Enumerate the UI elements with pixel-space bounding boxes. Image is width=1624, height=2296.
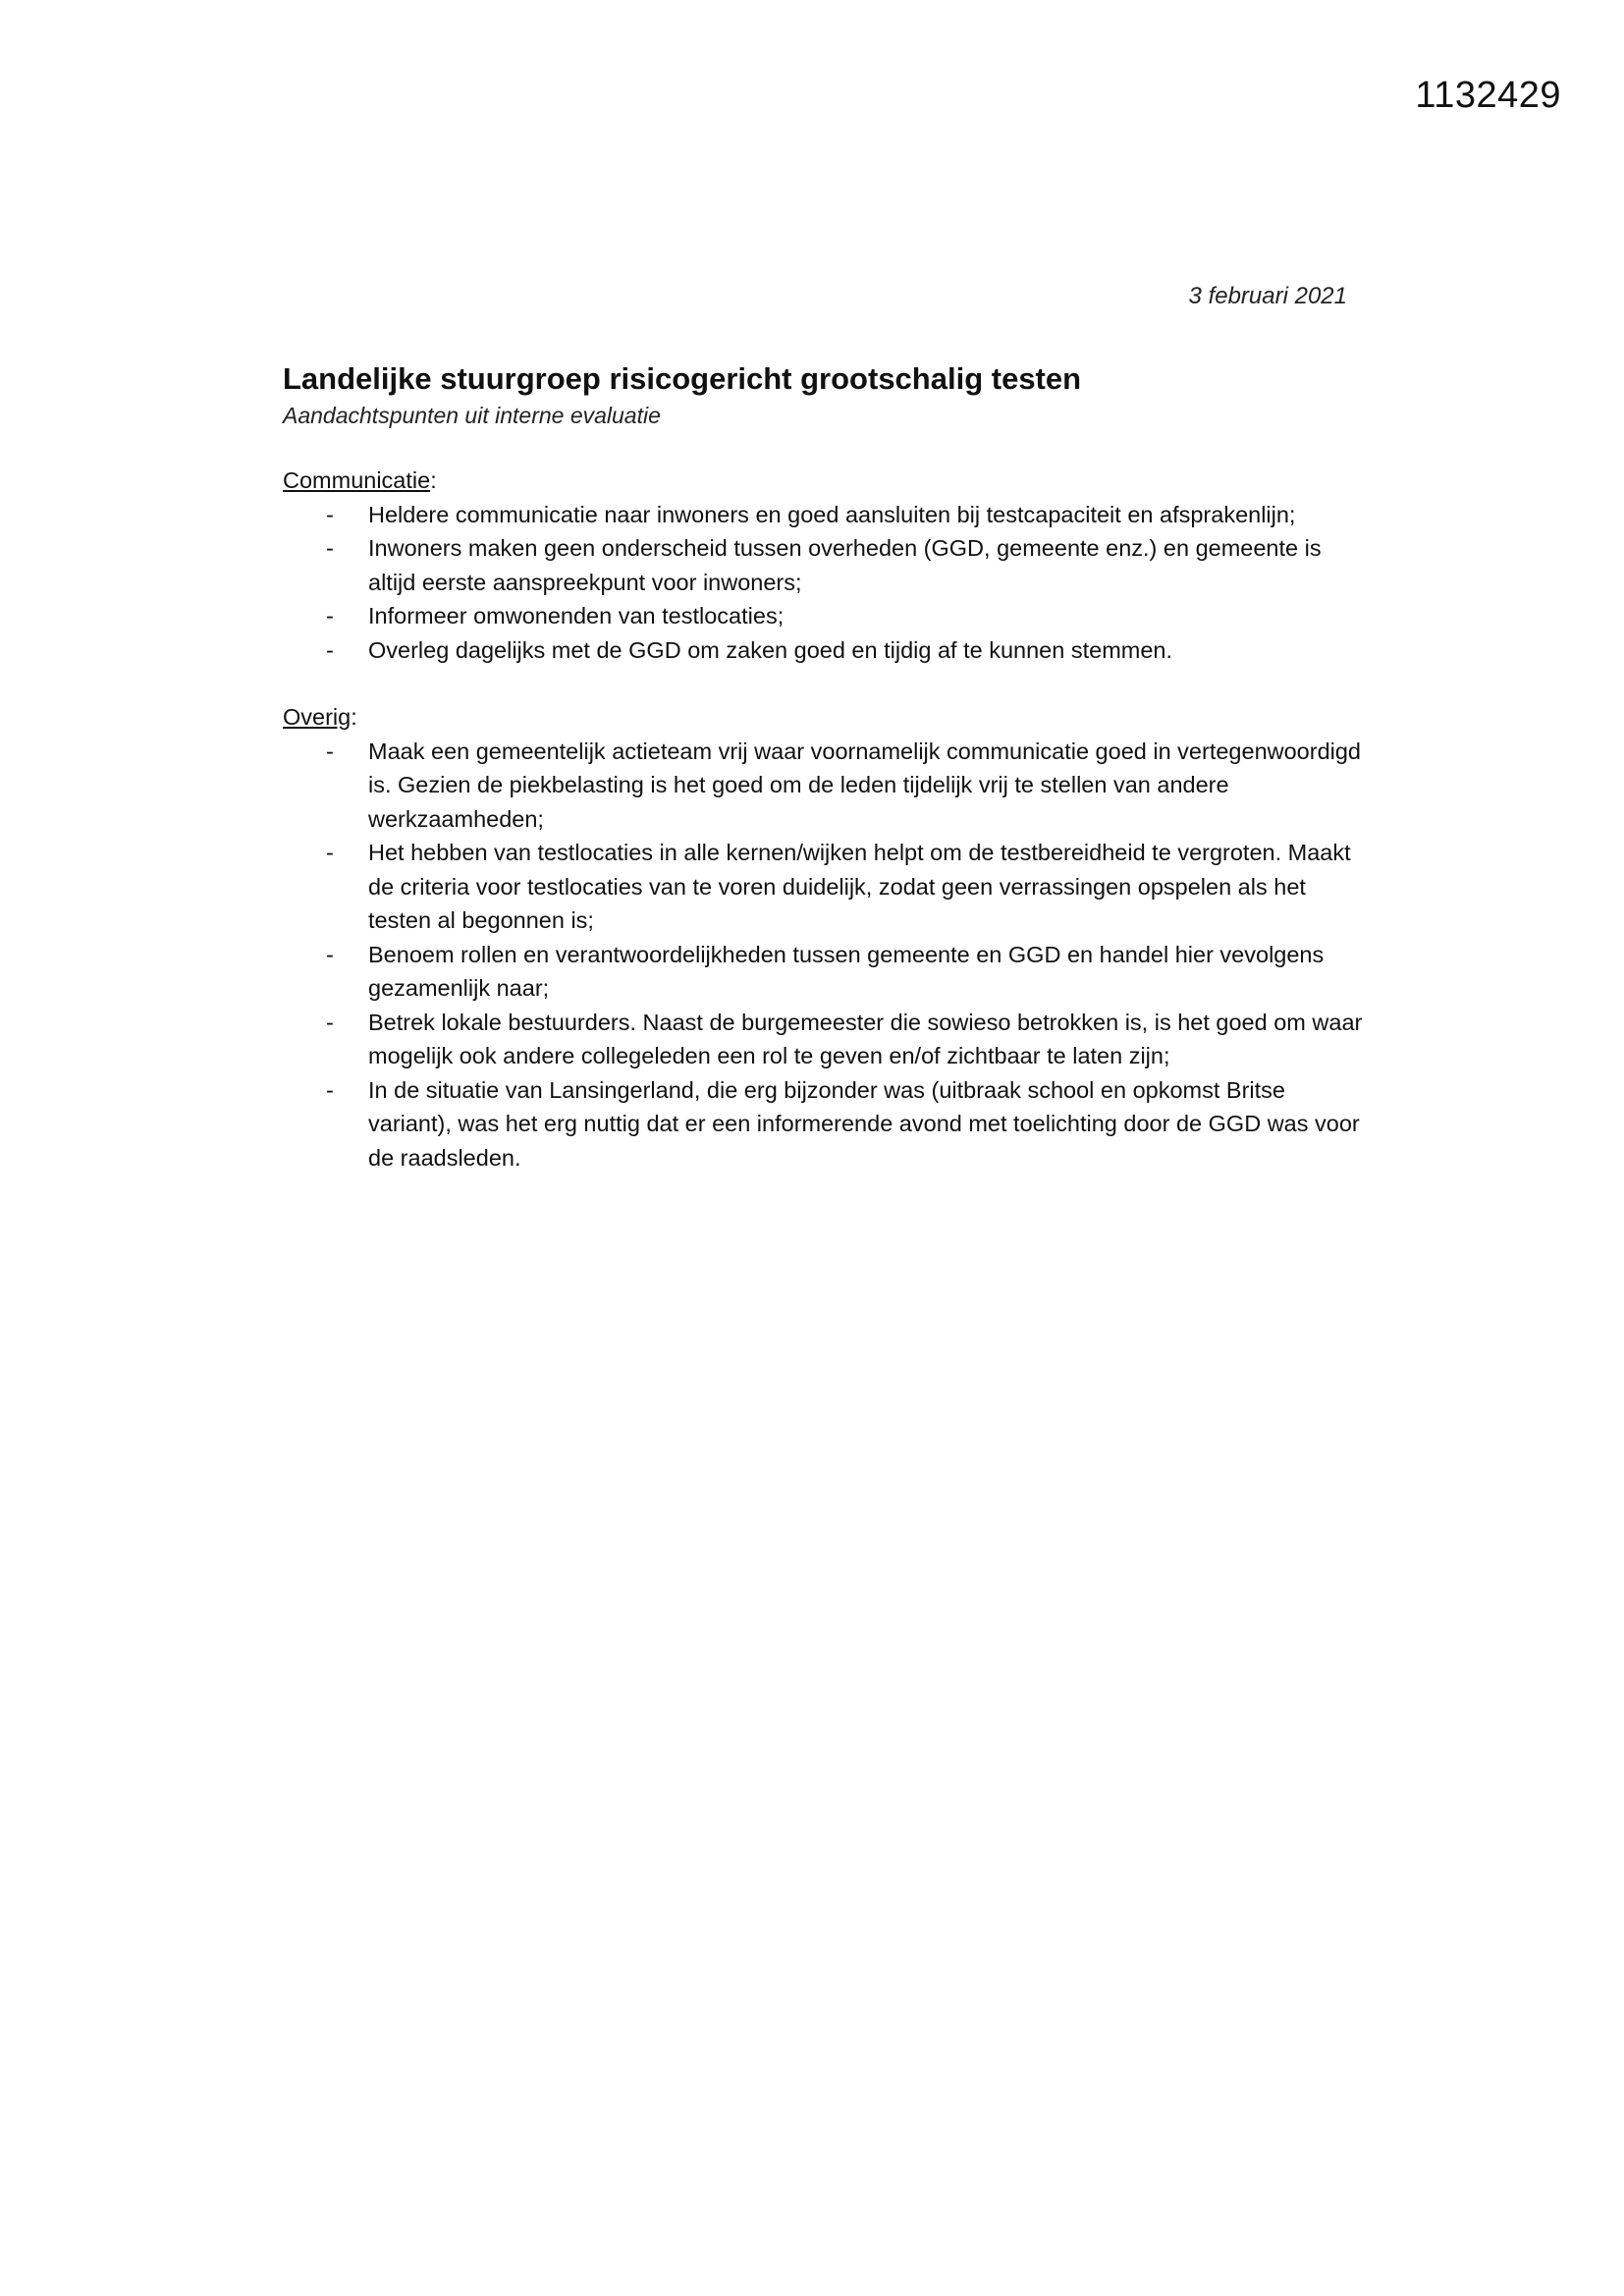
- document-date: 3 februari 2021: [1188, 283, 1347, 309]
- list-item-text: Heldere communicatie naar inwoners en goed aansluiten bij testcapaciteit en afsprakenlijn;: [368, 501, 1296, 527]
- section-overig: [283, 700, 1363, 1175]
- list-item: [283, 498, 1363, 532]
- list-item-text: Inwoners maken geen onderscheid tussen overheden (GGD, gemeente enz.) en gemeente is altijd eerste aanspreekpunt voor inwoners;: [368, 535, 1322, 595]
- section-heading: [283, 464, 1363, 498]
- list-item: [283, 1006, 1363, 1073]
- document-body: [283, 359, 1363, 1208]
- document-title: Landelijke stuurgroep risicogericht grootschalig testen: [283, 361, 1082, 396]
- document-number: 1132429: [1415, 75, 1561, 116]
- bullet-dash: -: [326, 1009, 334, 1035]
- list-item: [283, 531, 1363, 599]
- bullet-dash: -: [326, 738, 334, 764]
- list-item: [283, 633, 1363, 668]
- bullet-dash: -: [326, 501, 334, 527]
- list-item: [283, 599, 1363, 633]
- list-item-text: Maak een gemeentelijk actieteam vrij waar voornamelijk communicatie goed in vertegenwoordigd is. Gezien de piekbelasting is het goed om de leden tijdelijk vrij te stellen van andere werkzaamheden;: [368, 738, 1362, 832]
- list-item: [283, 735, 1363, 837]
- list-item-text: Het hebben van testlocaties in alle kernen/wijken helpt om de testbereidheid te vergroten. Maakt de criteria voor testlocaties van te voren duidelijk, zodat geen verrassingen opspelen als het testen al begonnen is;: [368, 840, 1351, 933]
- list-item: [283, 836, 1363, 938]
- document-subtitle: Aandachtspunten uit interne evaluatie: [283, 403, 661, 428]
- bullet-dash: -: [326, 1076, 334, 1103]
- section-heading-suffix: :: [351, 704, 357, 730]
- bullet-dash: -: [326, 535, 334, 561]
- bullet-dash: -: [326, 941, 334, 967]
- section-communicatie: [283, 464, 1363, 667]
- bullet-dash: -: [326, 603, 334, 629]
- list-item-text: Informeer omwonenden van testlocaties;: [368, 603, 785, 629]
- list-item: [283, 938, 1363, 1006]
- bullet-dash: -: [326, 636, 334, 663]
- section-heading-label: Overig: [283, 704, 352, 730]
- list-item-text: Benoem rollen en verantwoordelijkheden tussen gemeente en GGD en handel hier vevolgens gezamenlijk naar;: [368, 941, 1325, 1001]
- section-heading-suffix: :: [430, 467, 437, 493]
- list-item-text: Betrek lokale bestuurders. Naast de burgemeester die sowieso betrokken is, is het goed om waar mogelijk ook andere collegeleden een rol te geven en/of zichtbaar te laten zijn;: [368, 1009, 1363, 1068]
- bullet-list: [283, 498, 1363, 668]
- section-heading: [283, 700, 1363, 735]
- bullet-list: [283, 735, 1363, 1175]
- list-item: [283, 1073, 1363, 1175]
- section-heading-label: Communicatie: [283, 467, 431, 493]
- list-item-text: Overleg dagelijks met de GGD om zaken goed en tijdig af te kunnen stemmen.: [368, 636, 1173, 663]
- list-item-text: In de situatie van Lansingerland, die erg bijzonder was (uitbraak school en opkomst Britse variant), was het erg nuttig dat er een informerende avond met toelichting door de GGD was voor de raadsleden.: [368, 1076, 1360, 1171]
- bullet-dash: -: [326, 840, 334, 865]
